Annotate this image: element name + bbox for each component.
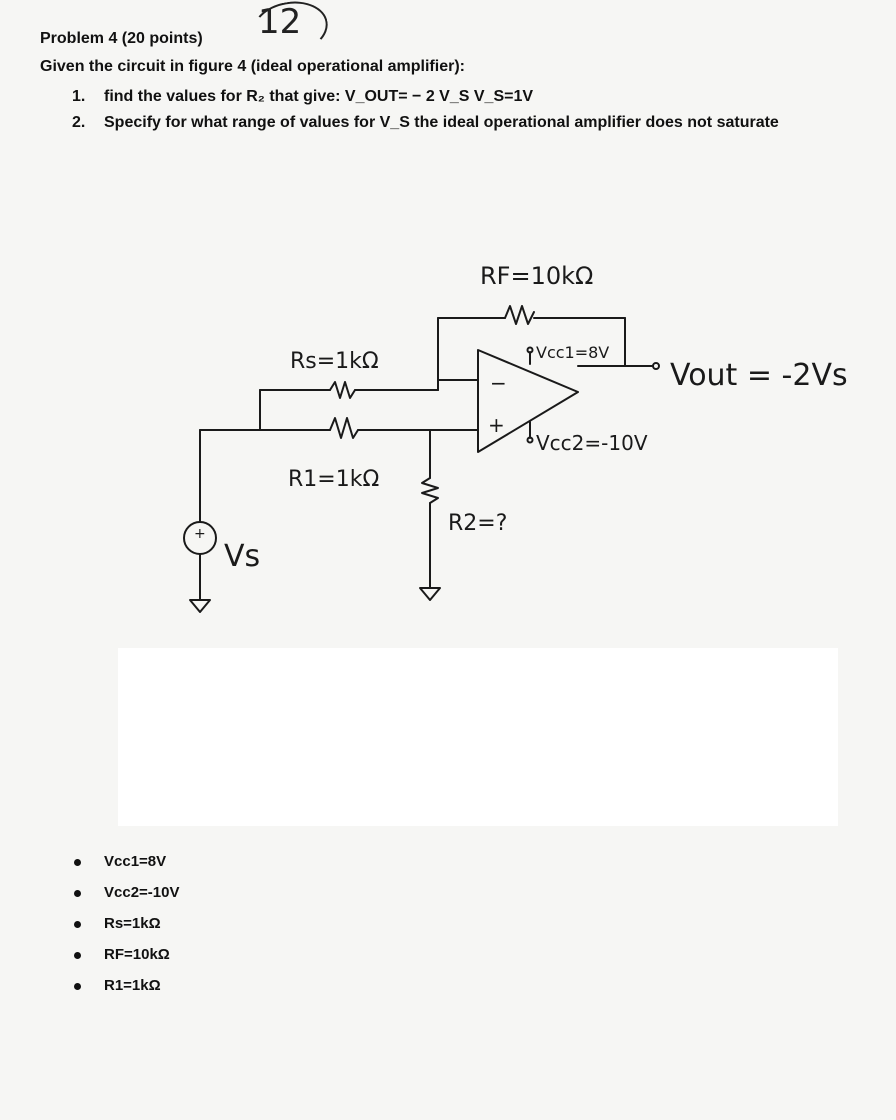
- rf-label: RF=10kΩ: [480, 262, 594, 290]
- output-terminal: [653, 363, 659, 369]
- vcc1-label: Vcc1=8V: [536, 343, 610, 362]
- handwritten-score: 12: [258, 2, 302, 42]
- parameter-item: R1=1kΩ: [74, 974, 179, 1005]
- rf-resistor: [505, 306, 534, 324]
- parameter-item: Vcc2=-10V: [74, 881, 179, 912]
- parameter-list: [74, 850, 179, 1005]
- task-number: 2.: [72, 114, 86, 131]
- inverting-sign: −: [490, 371, 507, 395]
- rs-label: Rs=1kΩ: [290, 349, 379, 374]
- ground-icon: [420, 588, 440, 600]
- blank-region: [118, 648, 838, 826]
- source-plus-sign: +: [194, 526, 206, 542]
- problem-intro: Given the circuit in figure 4 (ideal operational amplifier):: [40, 58, 465, 75]
- voltage-source-icon: [184, 522, 216, 554]
- vout-label: Vout = -2Vs: [670, 358, 848, 393]
- task-number: 1.: [72, 88, 86, 105]
- task-item: [72, 112, 779, 138]
- ground-icon: [190, 600, 210, 612]
- r1-resistor: [330, 418, 358, 438]
- r2-resistor: [422, 478, 438, 503]
- task-text: Specify for what range of values for V_S the ideal operational amplifier does not saturate: [104, 114, 779, 131]
- task-text: find the values for R₂ that give: V_OUT= − 2 V_S V_S=1V: [104, 88, 534, 105]
- parameter-item: Vcc1=8V: [74, 850, 179, 881]
- opamp-triangle: [478, 350, 578, 452]
- problem-title: Problem 4 (20 points): [40, 30, 203, 47]
- vs-label: Vs: [224, 539, 261, 574]
- rs-resistor: [330, 382, 355, 398]
- noninverting-sign: +: [488, 413, 505, 437]
- r2-label: R2=?: [448, 511, 508, 536]
- parameter-item: Rs=1kΩ: [74, 912, 179, 943]
- parameter-item: RF=10kΩ: [74, 943, 179, 974]
- task-list: [72, 86, 779, 138]
- task-item: [72, 86, 779, 112]
- r1-label: R1=1kΩ: [288, 467, 380, 492]
- vcc2-label: Vcc2=-10V: [536, 431, 648, 455]
